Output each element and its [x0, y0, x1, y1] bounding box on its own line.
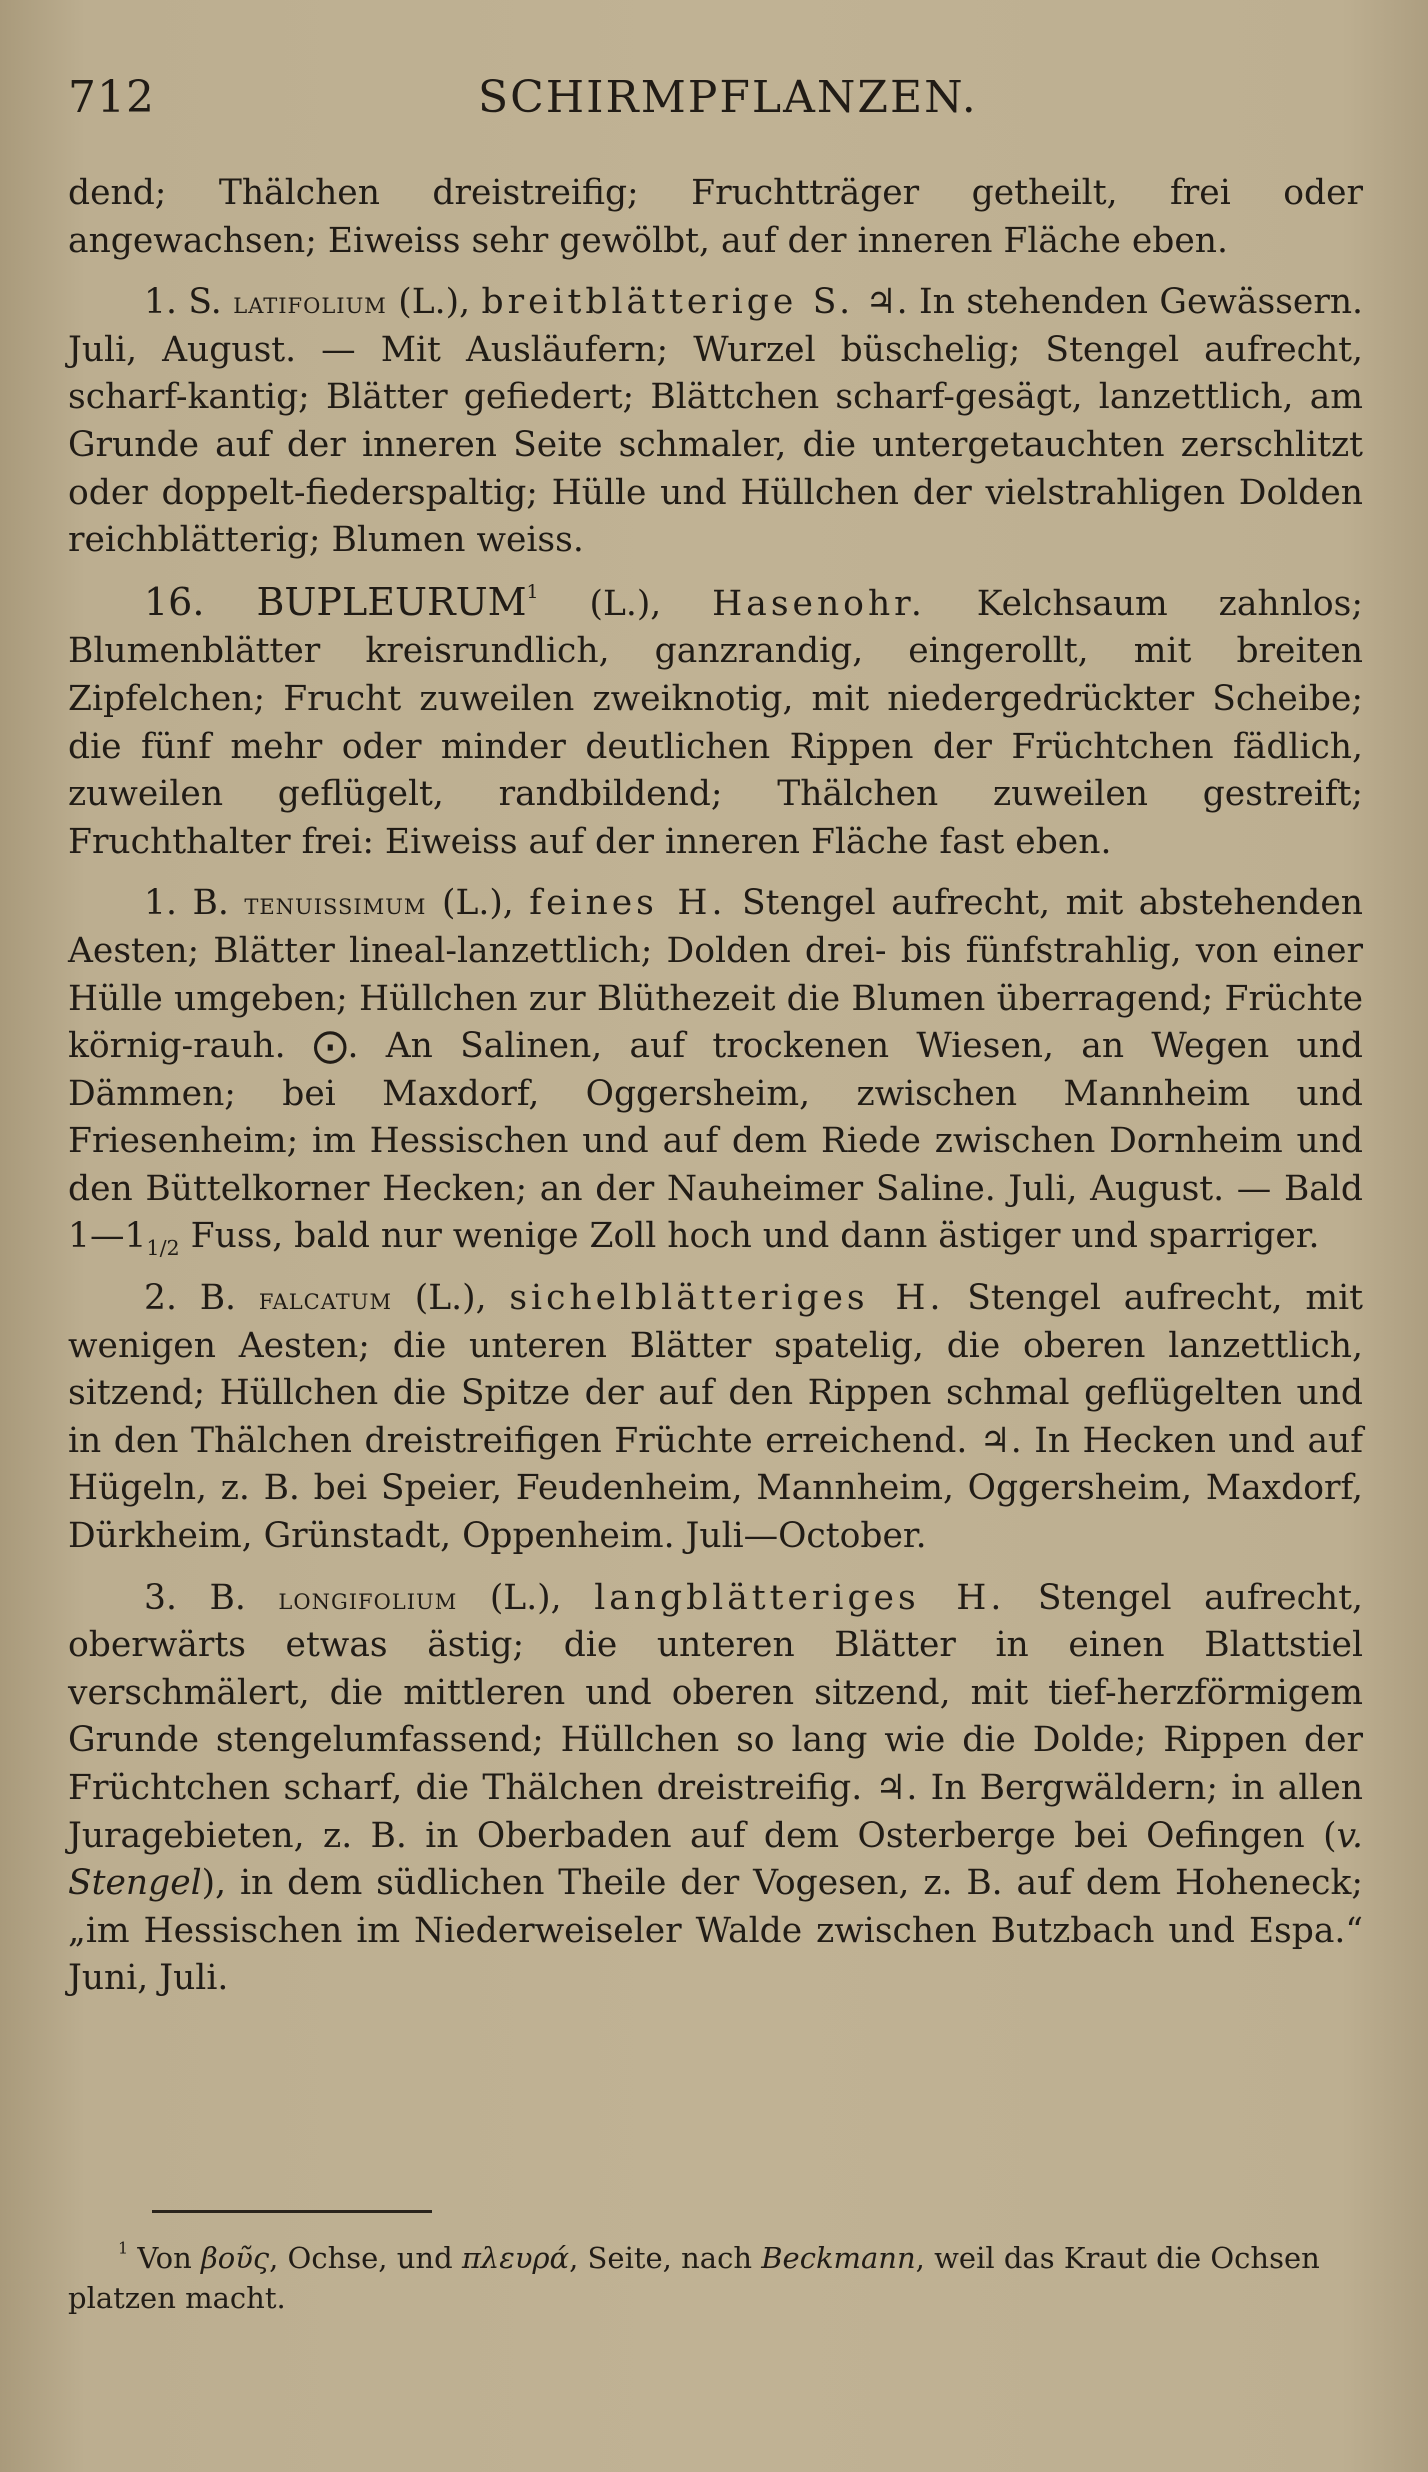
- entry-number: 2. B.: [144, 1278, 259, 1319]
- reference: v. Stengel: [68, 1815, 1363, 1904]
- footnote-rule: [152, 2210, 432, 2213]
- greek-word: πλευρά: [461, 2241, 570, 2275]
- footnote-text: , weil das Kraut die Ochsen platzen macht.: [68, 2241, 1320, 2315]
- page-body: [68, 170, 1363, 2017]
- authority: (L.),: [391, 1278, 510, 1319]
- footnote-text: , Seite, nach: [569, 2241, 762, 2275]
- book-page: [68, 0, 1368, 2472]
- footnote-text: Von: [128, 2241, 201, 2275]
- page-number: 712: [68, 72, 155, 123]
- species-entry-s-latifolium: [68, 279, 1363, 565]
- authority: (L.),: [426, 883, 530, 924]
- footnote: [68, 2238, 1363, 2318]
- species-entry-b-tenuissimum: [68, 880, 1363, 1261]
- authority: (L.),: [386, 282, 482, 323]
- common-name: feines H.: [529, 883, 727, 924]
- species-entry-b-falcatum: [68, 1275, 1363, 1561]
- description: Stengel aufrecht, oberwärts etwas ästig; die unteren Blätter in einen Blattstiel verschmälert, die mittleren und oberen sitzend, mit tief-herzförmigem Grunde stengelumfassend; Hüllchen so lang wie die Dolde; Rippen der Früchtchen scharf, die Thälchen dreistreifig. ♃. In Bergwäldern; in allen Juragebieten, z. B. in Oberbaden auf dem Osterberge bei Oefingen (: [68, 1577, 1363, 1856]
- fraction: 1/2: [146, 1236, 180, 1261]
- genus-entry-bupleurum: [68, 579, 1363, 867]
- footnote-number: 1: [118, 2238, 129, 2258]
- authority: (L.),: [457, 1577, 595, 1618]
- common-name: Hasenohr.: [712, 583, 926, 624]
- author-name: Beckmann: [761, 2241, 916, 2275]
- description: Stengel aufrecht, mit wenigen Aesten; die unteren Blätter spatelig, die oberen lanzettlich, sitzend; Hüllchen die Spitze der auf den Rippen schmal geflügelten und in den Thälchen dreistreifigen Früchte erreichend. ♃. In Hecken und auf Hügeln, z. B. bei Speier, Feudenheim, Mannheim, Oggersheim, Maxdorf, Dürkheim, Grünstadt, Oppenheim. Juli—October.: [68, 1278, 1363, 1557]
- genus-name: 16. BUPLEURUM: [144, 579, 527, 624]
- common-name: sichelblätteriges H.: [509, 1278, 945, 1319]
- footnote-text: , Ochse, und: [269, 2241, 462, 2275]
- description: ♃. In stehenden Gewässern. Juli, August. — Mit Ausläufern; Wurzel büschelig; Stengel aufrecht, scharf-kantig; Blätter gefiedert; Blättchen scharf-gesägt, lanzettlich, am Grunde auf der inneren Seite schmaler, die untergetauchten zerschlitzt oder doppelt-fiederspaltig; Hülle und Hüllchen der vielstrahligen Dolden reichblätterig; Blumen weiss.: [68, 282, 1363, 561]
- species-name: tenuissimum: [244, 886, 427, 922]
- species-entry-b-longifolium: [68, 1575, 1363, 2003]
- authority: (L.),: [538, 583, 713, 624]
- entry-number: 3. B.: [144, 1577, 279, 1618]
- greek-word: βοῦς: [201, 2241, 270, 2275]
- paragraph-continuation: dend; Thälchen dreistreifig; Fruchtträger getheilt, frei oder angewachsen; Eiweiss sehr gewölbt, auf der inneren Fläche eben.: [68, 173, 1363, 261]
- common-name: breitblätterige S.: [481, 282, 855, 323]
- common-name: langblätteriges H.: [594, 1577, 1006, 1618]
- footnote-marker[interactable]: 1: [526, 580, 539, 603]
- description-end: Fuss, bald nur wenige Zoll hoch und dann ästiger und sparriger.: [179, 1216, 1320, 1257]
- running-title: SCHIRMPFLANZEN.: [478, 72, 978, 123]
- entry-number: 1. S.: [144, 282, 234, 323]
- description: Stengel aufrecht, mit abstehenden Aesten; Blätter lineal-lanzettlich; Dolden drei- bis fünfstrahlig, von einer Hülle umgeben; Hüllchen zur Blüthezeit die Blumen überragend; Früchte körnig-rauh. ⨀. An Salinen, auf trockenen Wiesen, an Wegen und Dämmen; bei Maxdorf, Oggersheim, zwischen Mannheim und Friesenheim; im Hessischen und auf dem Riede zwischen Dornheim und den Büttelkorner Hecken; an der Nauheimer Saline. Juli, August. — Bald 1—1: [68, 883, 1363, 1257]
- description: Kelchsaum zahnlos; Blumenblätter kreisrundlich, ganzrandig, eingerollt, mit breiten Zipfelchen; Frucht zuweilen zweiknotig, mit niedergedrückter Scheibe; die fünf mehr oder minder deutlichen Rippen der Früchtchen fädlich, zuweilen geflügelt, randbildend; Thälchen zuweilen gestreift; Fruchthalter frei: Eiweiss auf der inneren Fläche fast eben.: [68, 583, 1363, 862]
- species-name: latifolium: [233, 285, 387, 321]
- species-name: falcatum: [258, 1281, 392, 1317]
- species-name: longifolium: [278, 1580, 458, 1616]
- entry-number: 1. B.: [144, 883, 245, 924]
- description-end: ), in dem südlichen Theile der Vogesen, z. B. auf dem Hoheneck; „im Hessischen im Niederweiseler Walde zwischen Butzbach und Espa.“ Juni, Juli.: [68, 1863, 1363, 1999]
- running-header: [68, 72, 1368, 142]
